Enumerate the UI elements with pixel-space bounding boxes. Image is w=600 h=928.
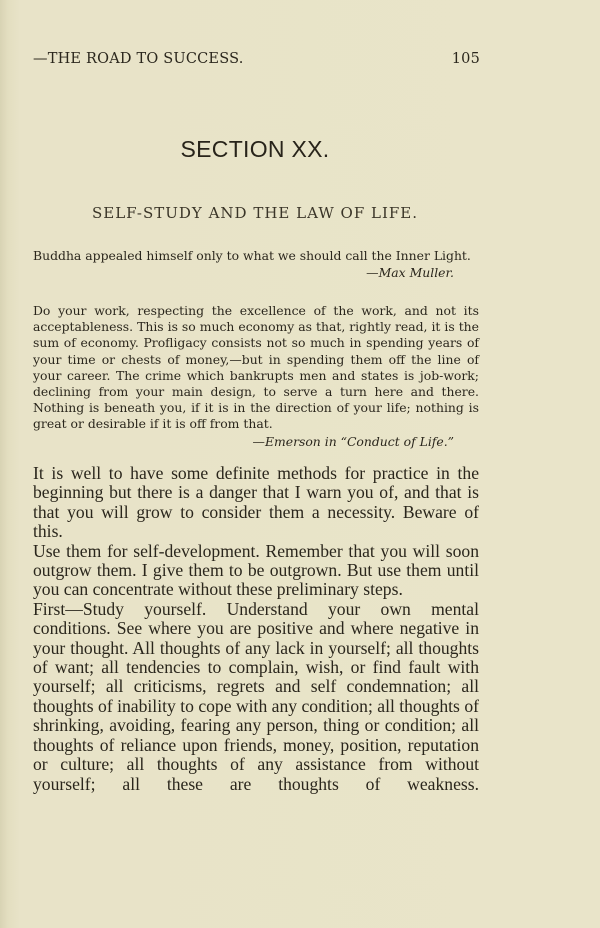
running-title: —THE ROAD TO SUCCESS. <box>33 51 244 67</box>
body-text <box>33 464 479 794</box>
paragraph-methods: It is well to have some definite methods for practice in the beginning but there is a danger that I warn you of, and that is that you will grow to consider them a necessity. Beware of this. <box>33 463 479 542</box>
epigraph-attribution: —Emerson in “Conduct of Life.” <box>252 433 454 449</box>
epigraph-emerson <box>33 303 479 450</box>
section-subtitle: SELF-STUDY AND THE LAW OF LIFE. <box>91 204 419 222</box>
epigraph-text: Buddha appealed himself only to what we should call the Inner Light. <box>33 248 471 263</box>
epigraph-text: Do your work, respecting the excellence of the work, and not its acceptableness. This is so much economy as that, rightly read, it is the sum of economy. Profligacy consists not so much in spending years of your time or chests of money,—but in spending them off the line of your career. The crime which bankrupts men and states is job-work; declining from your main design, to serve a turn here and there. Nothing is beneath you, if it is in the direction of your life; nothing is great or desirable if it is off from that. <box>33 303 479 432</box>
epigraph-attribution: —Max Muller. <box>366 265 454 281</box>
epigraph-max-muller <box>33 248 479 281</box>
paragraph-self-development: Use them for self-development. Remember that you will soon outgrow them. I give them to be outgrown. But use them until you can concentrate without these preliminary steps. <box>33 540 479 600</box>
running-header <box>33 51 480 67</box>
page-number: 105 <box>451 51 480 67</box>
paragraph-study-yourself: First—Study yourself. Understand your own mental conditions. See where you are positive and where negative in your thought. All thoughts of any lack in yourself; all thoughts of want; all tendencies to complain, wish, or find fault with yourself; all criticisms, regrets and self condemnation; all thoughts of inability to cope with any condition; all thoughts of shrinking, avoiding, fearing any person, thing or condition; all thoughts of reliance upon friends, money, position, reputation or culture; all thoughts of any assistance from without yourself; all these are thoughts of weakness. <box>33 598 479 794</box>
section-title: SECTION XX. <box>180 136 330 162</box>
